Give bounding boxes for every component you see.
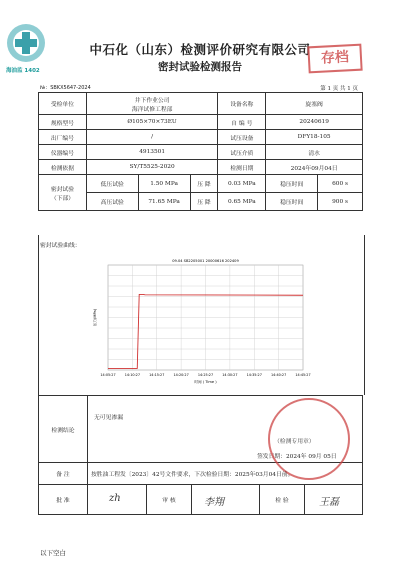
x-tick-label: 14:05:27 <box>100 373 116 377</box>
spec-value: Ø105×70×73EU <box>86 115 218 130</box>
medium-value: 清水 <box>266 145 363 160</box>
chart-title: 09.04 SB2205001 20000616 202409 <box>172 259 239 263</box>
approve-signature: zh <box>109 493 121 504</box>
remark-label: 备 注 <box>39 463 88 484</box>
document-number: №：SBKX5647-2024 <box>40 85 91 91</box>
x-axis-label: 时间 ( Time ) <box>194 380 217 384</box>
approve-label: 批 准 <box>39 485 88 514</box>
low-drop-label: 压 降 <box>190 175 218 193</box>
date-label: 检测日期 <box>218 160 266 175</box>
inspect-signature: 王磊 <box>319 497 339 508</box>
factory-no-value: / <box>86 130 218 145</box>
report-title: 密封试验检测报告 <box>158 61 242 73</box>
review-signature: 李翔 <box>204 497 224 508</box>
curve-caption: 密封试验曲线： <box>40 243 81 249</box>
instrument-value: 4913501 <box>86 145 218 160</box>
pressure-chart <box>88 255 313 390</box>
sign-date: 签发日期：2024年 09月 05日 <box>257 454 337 460</box>
basis-label: 检测依据 <box>39 160 87 175</box>
high-test-pressure: 71.65 MPa <box>138 193 190 211</box>
conclusion-text: 无可见渗漏 <box>94 415 123 421</box>
device-name-value: 旋塞阀 <box>266 93 363 115</box>
x-tick-label: 14:40:27 <box>271 373 287 377</box>
archive-stamp: 存档 <box>307 44 362 74</box>
basis-value: SY/T5525-2020 <box>86 160 218 175</box>
x-tick-label: 14:15:27 <box>149 373 165 377</box>
x-tick-label: 14:20:27 <box>173 373 189 377</box>
high-drop-label: 压 降 <box>190 193 218 211</box>
test-equip-value: DFY18-105 <box>266 130 363 145</box>
medium-label: 试压介质 <box>218 145 266 160</box>
remark-section <box>38 463 363 485</box>
date-value: 2024年09月04日 <box>266 160 363 175</box>
client-label: 受检单位 <box>39 93 87 115</box>
device-name-label: 设备名称 <box>218 93 266 115</box>
signature-section <box>38 485 363 515</box>
high-hold-label: 稳压时间 <box>266 193 318 211</box>
info-table <box>38 92 363 211</box>
instrument-label: 仪器编号 <box>39 145 87 160</box>
x-tick-label: 14:25:27 <box>197 373 214 377</box>
remark-text: 按胜油工程发〔2023〕42号文件要求，下次检验日期：2025年03月04日前。 <box>91 472 294 478</box>
report-company: 中石化（山东）检测评价研究有限公司 <box>89 42 311 57</box>
seal-test-label: 密封试验 （下部） <box>39 175 87 211</box>
factory-no-label: 出厂编号 <box>39 130 87 145</box>
client-value: 井下作业公司 海洋试修工程部 <box>86 93 218 115</box>
x-tick-label: 14:45:27 <box>295 373 311 377</box>
self-no-label: 自 编 号 <box>218 115 266 130</box>
self-no-value: 20240619 <box>266 115 363 130</box>
inspect-label: 检 验 <box>259 485 305 514</box>
conclusion-label: 检测结论 <box>39 396 88 462</box>
low-hold-label: 稳压时间 <box>266 175 318 193</box>
x-tick-label: 14:10:27 <box>124 373 140 377</box>
inspection-stamp-label: （检测专用章） <box>274 439 315 445</box>
high-drop-value: 0.65 MPa <box>218 193 266 211</box>
low-hold-value: 600 s <box>318 175 363 193</box>
high-hold-value: 900 s <box>318 193 363 211</box>
high-test-name: 高压试验 <box>86 193 138 211</box>
y-axis-label: 压力(MPa) <box>93 308 97 327</box>
end-of-report: 以下空白 <box>40 549 66 557</box>
page-number: 第 1 页 共 1 页 <box>320 86 358 92</box>
test-equip-label: 试压设备 <box>218 130 266 145</box>
spec-label: 规格型号 <box>39 115 87 130</box>
review-label: 审 核 <box>146 485 192 514</box>
low-test-pressure: 1.50 MPa <box>138 175 190 193</box>
low-test-name: 低压试验 <box>86 175 138 193</box>
logo-caption: 海油监 1402 <box>6 68 40 74</box>
x-tick-label: 14:35:27 <box>246 373 262 377</box>
x-tick-label: 14:30:27 <box>222 373 238 377</box>
low-drop-value: 0.03 MPa <box>218 175 266 193</box>
